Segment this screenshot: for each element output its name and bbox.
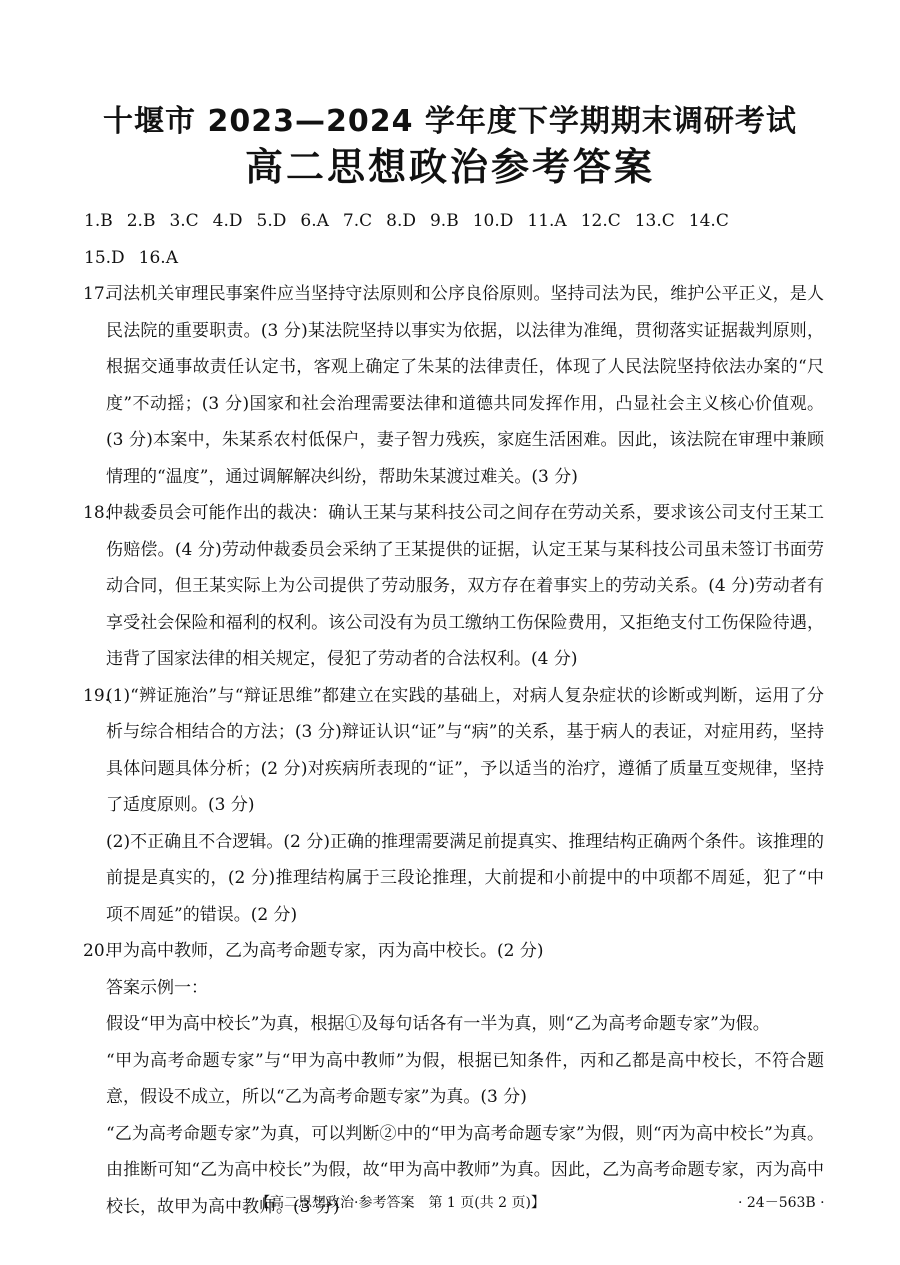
mc-answer: 14.C bbox=[688, 211, 729, 231]
mc-answer: 15.D bbox=[84, 247, 125, 268]
example-paragraph: “乙为高考命题专家”为真，可以判断②中的“甲为高考命题专家”为假，则“丙为高中校长”为真。由推断可知“乙为高中校长”为假，故“甲为高中教师”为真。因此，乙为高考命题专家，丙为高中校长，故甲为高中教师。(3 分) bbox=[106, 1123, 824, 1217]
mc-answer: 5.D bbox=[256, 211, 287, 231]
question-19-part-2: (2)不正确且不合逻辑。(2 分)正确的推理需要满足前提真实、推理结构正确两个条件。该推理的前提是真实的，(2 分)推理结构属于三段论推理，大前提和小前提中的中项都不周延，犯了“中项不周延”的错误。(2 分) bbox=[106, 831, 824, 925]
question-number: 17. bbox=[83, 284, 111, 304]
multiple-choice-row-2 bbox=[84, 240, 824, 277]
answer-content bbox=[84, 203, 824, 1225]
question-20-answer bbox=[84, 933, 824, 970]
footer-page-info: 【高二思想政治·参考答案 第 1 页(共 2 页)】 bbox=[256, 1195, 545, 1211]
example-label: 答案示例一： bbox=[106, 977, 208, 998]
mc-answer: 16.A bbox=[138, 247, 178, 268]
mc-answer: 9.B bbox=[429, 211, 459, 231]
question-19-answer bbox=[84, 678, 824, 824]
mc-answer: 7.C bbox=[342, 211, 373, 231]
exam-title: 十堰市 2023—2024 学年度下学期期末调研考试 bbox=[103, 104, 797, 139]
mc-answer: 12.C bbox=[580, 211, 621, 231]
example-paragraph: “甲为高考命题专家”与“甲为高中教师”为假，根据已知条件，丙和乙都是高中校长，不符合题意，假设不成立，所以“乙为高考命题专家”为真。(3 分) bbox=[106, 1050, 824, 1107]
mc-answer: 13.C bbox=[634, 211, 675, 231]
answer-text: 仲裁委员会可能作出的裁决：确认王某与某科技公司之间存在劳动关系，要求该公司支付王某工伤赔偿。(4 分)劳动仲裁委员会采纳了王某提供的证据，认定王某与某科技公司虽未签订书面劳动合同，但王某实际上为公司提供了劳动服务，双方存在着事实上的劳动关系。(4 分)劳动者有享受社会保险和福利的权利。该公司没有为员工缴纳工伤保险费用，又拒绝支付工伤保险待遇，违背了国家法律的相关规定，侵犯了劳动者的合法权利。(4 分) bbox=[106, 503, 824, 669]
mc-answer: 6.A bbox=[300, 211, 329, 231]
answer-key-title: 高二思想政治参考答案 bbox=[244, 145, 655, 189]
question-18-answer bbox=[84, 495, 824, 678]
question-number: 19. bbox=[83, 685, 111, 706]
question-number: 20. bbox=[83, 941, 111, 961]
mc-answer: 2.B bbox=[126, 211, 156, 231]
mc-answer: 4.D bbox=[212, 211, 243, 231]
example-paragraph: 假设“甲为高中校长”为真，根据①及每句话各有一半为真，则“乙为高考命题专家”为假。 bbox=[106, 1014, 770, 1034]
mc-answer: 3.C bbox=[169, 211, 199, 231]
mc-answer: 8.D bbox=[386, 211, 416, 231]
answer-text: 甲为高中教师，乙为高考命题专家，丙为高中校长。(2 分) bbox=[106, 941, 544, 961]
multiple-choice-row-1 bbox=[84, 203, 824, 240]
mc-answer: 11.A bbox=[527, 211, 567, 231]
mc-answer: 10.D bbox=[472, 211, 514, 231]
answer-part-1: (1)“辨证施治”与“辩证思维”都建立在实践的基础上，对病人复杂症状的诊断或判断，运用了分析与综合相结合的方法；(3 分)辩证认识“证”与“病”的关系，基于病人的表证，对症用药，坚持具体问题具体分析；(2 分)对疾病所表现的“证”，予以适当的治疗，遵循了质量互变规律，坚持了适度原则。(3 分) bbox=[106, 685, 824, 815]
footer-code: · 24－563B · bbox=[738, 1195, 825, 1211]
answer-text: 司法机关审理民事案件应当坚持守法原则和公序良俗原则。坚持司法为民，维护公平正义，是人民法院的重要职责。(3 分)某法院坚持以事实为依据，以法律为准绳，贯彻落实证据裁判原则，根据交通事故责任认定书，客观上确定了朱某的法律责任，体现了人民法院坚持依法办案的“尺度”不动摇；(3 分)国家和社会治理需要法律和道德共同发挥作用，凸显社会主义核心价值观。(3 分)本案中，朱某系农村低保户，妻子智力残疾，家庭生活困难。因此，该法院在审理中兼顾情理的“温度”，通过调解解决纠纷，帮助朱某渡过难关。(3 分) bbox=[106, 284, 824, 487]
question-17-answer bbox=[84, 276, 824, 495]
mc-answer: 1.B bbox=[84, 211, 113, 231]
question-number: 18. bbox=[83, 503, 111, 523]
